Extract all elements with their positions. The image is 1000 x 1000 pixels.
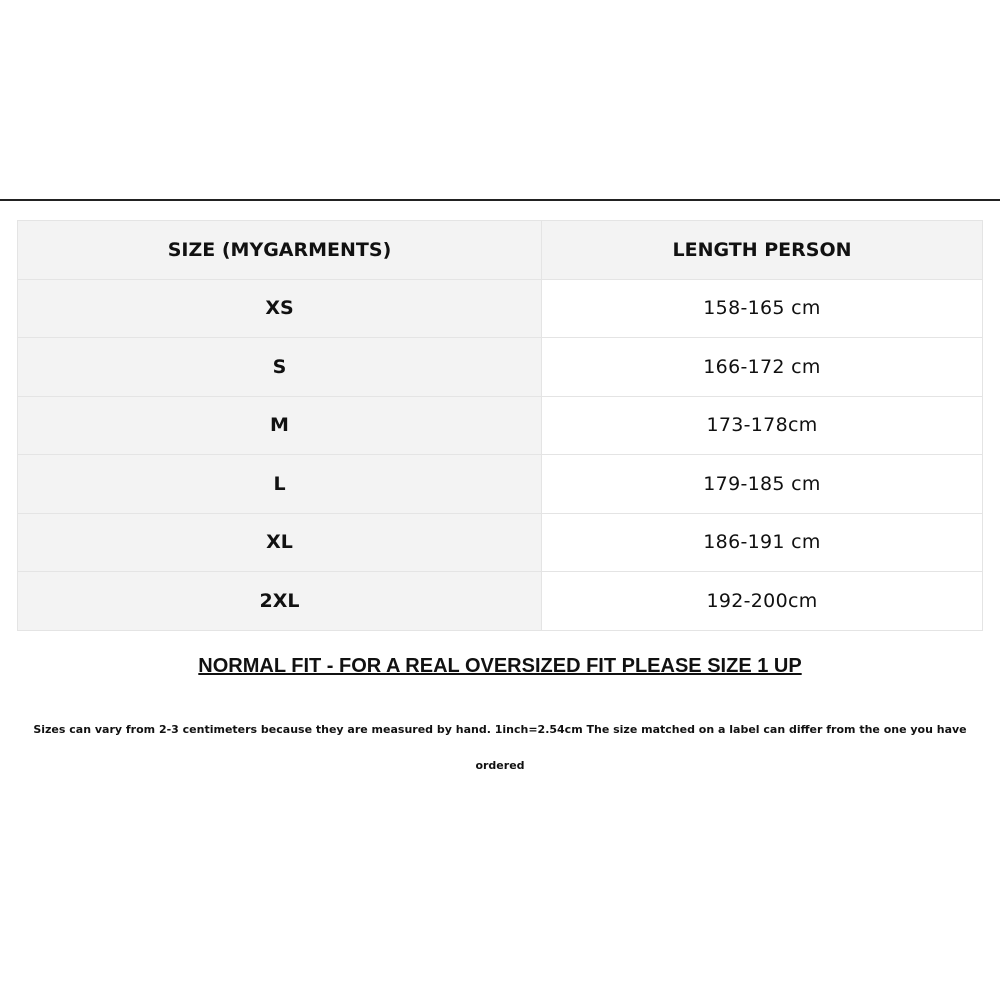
table-row	[18, 338, 983, 397]
size-cell: XS	[18, 279, 542, 338]
length-cell: 158-165 cm	[542, 279, 983, 338]
fit-notice	[0, 655, 1000, 678]
length-cell: 179-185 cm	[542, 455, 983, 514]
divider-line	[0, 199, 1000, 201]
table-header-row	[18, 221, 983, 280]
table-row	[18, 513, 983, 572]
header-length: LENGTH PERSON	[542, 221, 983, 280]
length-cell: 192-200cm	[542, 572, 983, 631]
size-cell: S	[18, 338, 542, 397]
table-row	[18, 572, 983, 631]
length-cell: 173-178cm	[542, 396, 983, 455]
header-size: SIZE (MYGARMENTS)	[18, 221, 542, 280]
fit-notice-text: NORMAL FIT - FOR A REAL OVERSIZED FIT PLEASE SIZE 1 UP	[198, 655, 802, 677]
table-row	[18, 396, 983, 455]
length-cell: 166-172 cm	[542, 338, 983, 397]
size-cell: XL	[18, 513, 542, 572]
size-cell: 2XL	[18, 572, 542, 631]
table-row	[18, 279, 983, 338]
size-cell: M	[18, 396, 542, 455]
length-cell: 186-191 cm	[542, 513, 983, 572]
size-cell: L	[18, 455, 542, 514]
table-row	[18, 455, 983, 514]
size-chart-table	[17, 220, 983, 631]
measurement-note: Sizes can vary from 2-3 centimeters because they are measured by hand. 1inch=2.54cm The size matched on a label can differ from the one you have ordered	[33, 723, 967, 772]
